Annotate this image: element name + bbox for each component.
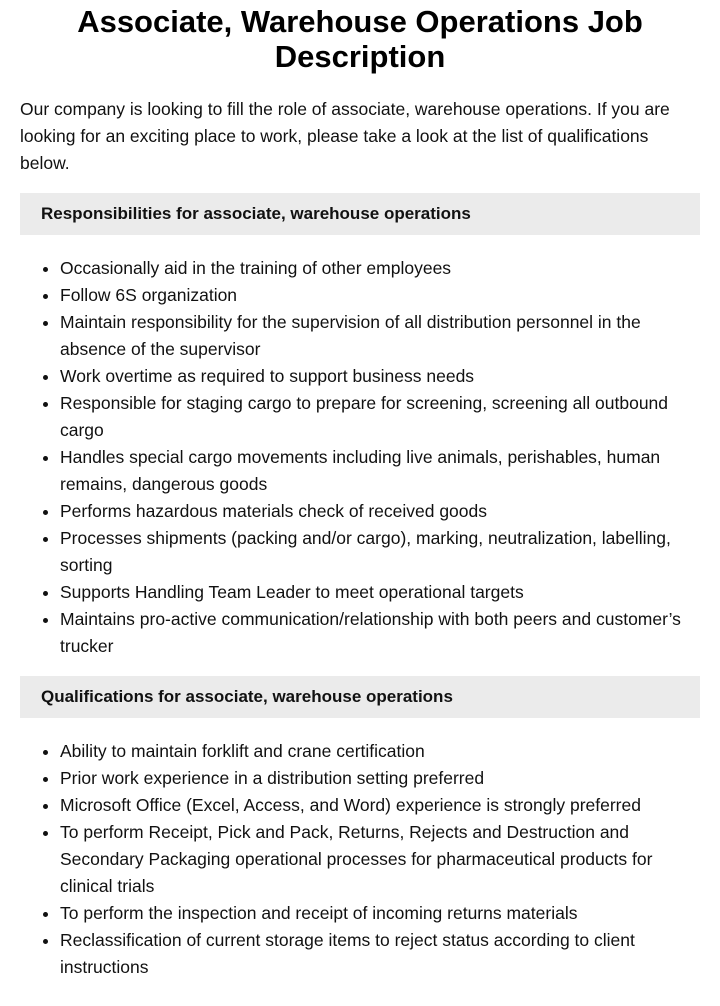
list-item: • Supports Handling Team Leader to meet operational targets — [60, 579, 700, 606]
page-title: Associate, Warehouse Operations Job Description — [77, 4, 643, 74]
list-item: • To perform the inspection and receipt of incoming returns materials — [60, 900, 700, 927]
list-item: • To perform Receipt, Pick and Pack, Returns, Rejects and Destruction and Secondary Packaging operational processes for pharmaceutical products for clinical trials — [60, 819, 700, 900]
list-item: • Performs hazardous materials check of received goods — [60, 498, 700, 525]
list-item: • Maintain responsibility for the supervision of all distribution personnel in the absence of the supervisor — [60, 309, 700, 363]
list-item: • Occasionally aid in the training of other employees — [60, 255, 700, 282]
list-item: • Handles special cargo movements including live animals, perishables, human remains, dangerous goods — [60, 444, 700, 498]
list-item: • Processes shipments (packing and/or cargo), marking, neutralization, labelling, sorting — [60, 525, 700, 579]
list-item: • Responsible for staging cargo to prepare for screening, screening all outbound cargo — [60, 390, 700, 444]
qualifications-heading: Qualifications for associate, warehouse operations — [20, 676, 700, 718]
list-item: • Prior work experience in a distribution setting preferred — [60, 765, 700, 792]
intro-paragraph: Our company is looking to fill the role of associate, warehouse operations. If you are looking for an exciting place to work, please take a look at the list of qualifications below. — [20, 99, 670, 173]
list-item: • Work overtime as required to support business needs — [60, 363, 700, 390]
list-item: • Follow 6S organization — [60, 282, 700, 309]
list-item: • Ability to maintain forklift and crane certification — [60, 738, 700, 765]
list-item: • Reclassification of current storage items to reject status according to client instructions — [60, 927, 700, 981]
responsibilities-list — [20, 255, 700, 660]
list-item: • Microsoft Office (Excel, Access, and Word) experience is strongly preferred — [60, 792, 700, 819]
responsibilities-heading: Responsibilities for associate, warehouse operations — [20, 193, 700, 235]
list-item: • Maintains pro-active communication/relationship with both peers and customer’s trucker — [60, 606, 700, 660]
qualifications-list — [20, 738, 700, 981]
